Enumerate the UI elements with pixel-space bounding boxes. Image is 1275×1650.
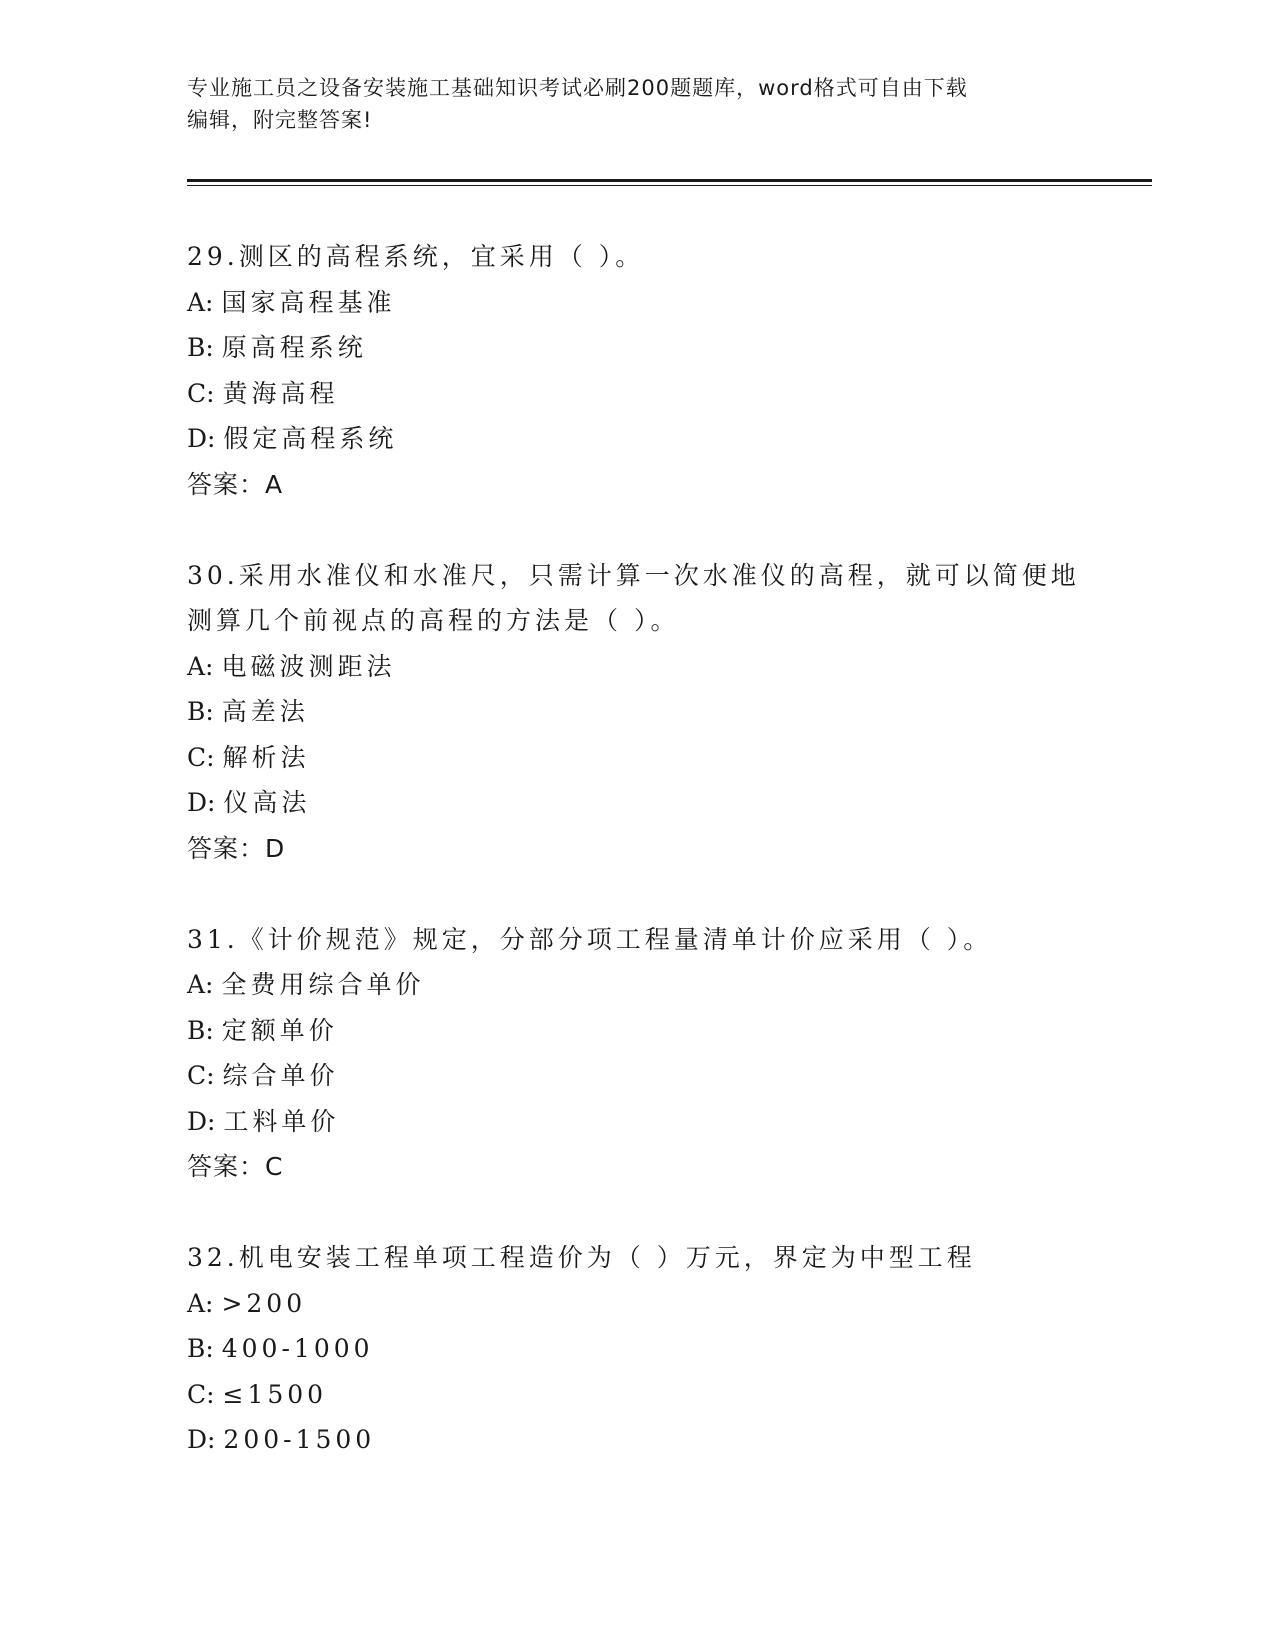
option-d: D: 假定高程系统 xyxy=(187,424,398,453)
header-line-2: 编辑，附完整答案! xyxy=(187,108,373,132)
option-a: A: 国家高程基准 xyxy=(187,287,396,317)
header-divider-thick xyxy=(187,179,1152,182)
option-c: C: 解析法 xyxy=(187,742,310,772)
option-a: A: 全费用综合单价 xyxy=(187,970,425,999)
option-b: B: 原高程系统 xyxy=(187,333,367,362)
answer-label: 答案：A xyxy=(187,469,284,499)
option-c: C: ≤1500 xyxy=(187,1379,328,1409)
option-d: D: 仪高法 xyxy=(187,788,311,817)
option-a: A: 电磁波测距法 xyxy=(187,651,396,681)
option-d: D: 工料单价 xyxy=(187,1106,340,1136)
header-line-1: 专业施工员之设备安装施工基础知识考试必刷200题题库，word格式可自由下载 xyxy=(187,76,968,100)
question-stem: 30.采用水准仪和水准尺，只需计算一次水准仪的高程，就可以简便地 xyxy=(187,560,1080,590)
question-stem: 32.机电安装工程单项工程造价为（ ）万元，界定为中型工程 xyxy=(187,1243,976,1272)
question-list xyxy=(187,234,1152,1508)
option-a: A: >200 xyxy=(187,1288,307,1318)
header-divider-thin xyxy=(187,185,1152,186)
option-c: C: 综合单价 xyxy=(187,1061,339,1090)
question-30 xyxy=(187,553,1152,872)
question-32 xyxy=(187,1235,1152,1463)
question-stem: 29.测区的高程系统，宜采用（ ）。 xyxy=(187,242,645,271)
option-c: C: 黄海高程 xyxy=(187,378,339,408)
question-stem-continued: 测算几个前视点的高程的方法是（ ）。 xyxy=(187,606,680,635)
option-b: B: 400-1000 xyxy=(187,1334,374,1363)
option-b: B: 高差法 xyxy=(187,697,309,726)
question-stem: 31.《计价规范》规定，分部分项工程量清单计价应采用（ ）。 xyxy=(187,924,993,954)
question-29 xyxy=(187,234,1152,507)
option-b: B: 定额单价 xyxy=(187,1015,338,1045)
document-header xyxy=(187,72,1087,136)
question-31 xyxy=(187,917,1152,1190)
option-d: D: 200-1500 xyxy=(187,1425,376,1454)
answer-label: 答案：C xyxy=(187,1152,284,1181)
answer-label: 答案：D xyxy=(187,833,286,863)
